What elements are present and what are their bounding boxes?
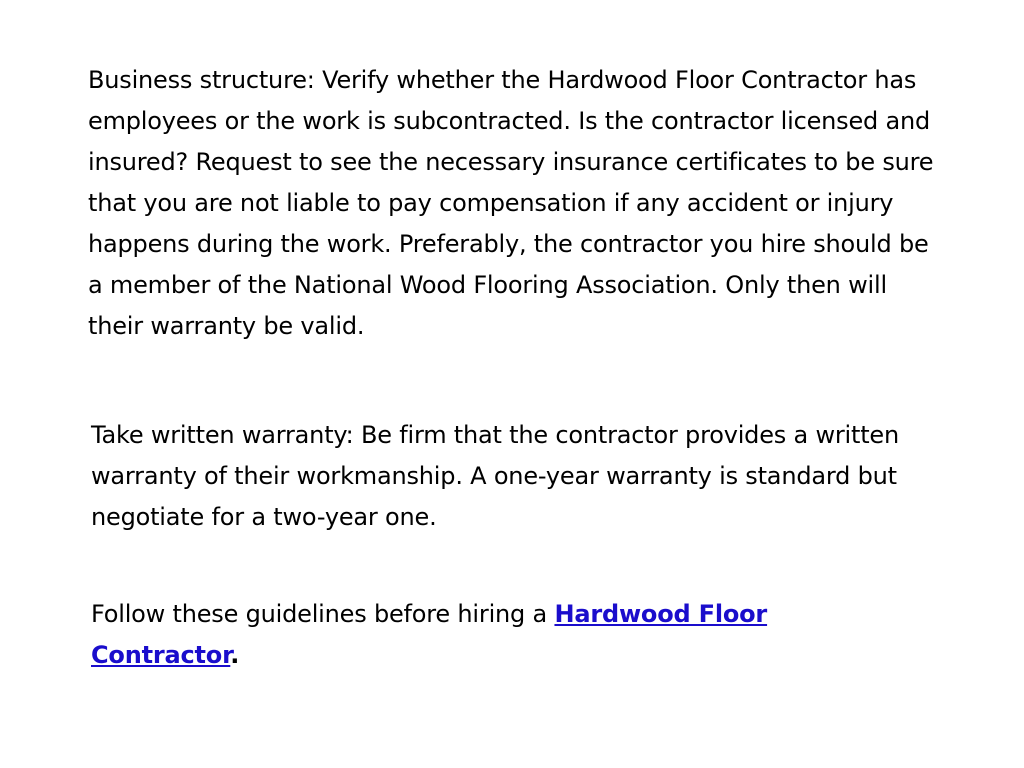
paragraph-business-structure: Business structure: Verify whether the Hardwood Floor Contractor has employees or the work is subcontracted. Is the contractor licensed and insured? Request to see the necessary insurance certificates to be sure that you are not liable to pay compensation if any accident or injury happens during the work. Preferably, the contractor you hire should be a member of the National Wood Flooring Association. Only then will their warranty be valid. bbox=[88, 66, 934, 340]
paragraph-written-warranty: Take written warranty: Be firm that the contractor provides a written warranty of their workmanship. A one-year warranty is standard but negotiate for a two-year one. bbox=[91, 421, 900, 531]
closing-period: . bbox=[230, 641, 240, 669]
paragraph-follow-guidelines bbox=[91, 594, 921, 676]
guidelines-text: Follow these guidelines before hiring a bbox=[91, 600, 555, 628]
hardwood-floor-contractor-link[interactable]: Hardwood Floor Contractor bbox=[91, 600, 768, 669]
